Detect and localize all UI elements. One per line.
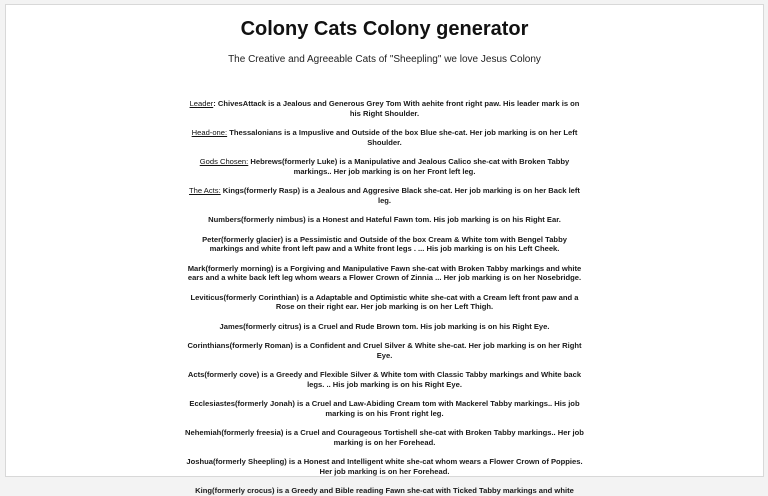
entry-text: Acts(formerly cove) is a Greedy and Flexible Silver & White tom with Classic Tabby markings and White back legs. .. His job marking is on his Right Eye. [187,370,582,389]
list-item [185,457,585,476]
entry-text: James(formerly citrus) is a Cruel and Rude Brown tom. His job marking is on his Right Eye. [219,321,550,331]
list-item [185,293,585,312]
entry-text: Numbers(formerly nimbus) is a Honest and Hateful Fawn tom. His job marking is on his Right Ear. [208,215,561,224]
entry-label: The Acts: [189,186,221,195]
entry-label-suffix: : [213,99,216,108]
list-item [185,428,585,447]
list-item [185,399,585,418]
entry-label: Head-one: [191,128,228,137]
entry-text: Thessalonians is a Impuslive and Outside of the box Blue she-cat. Her job marking is on her Left Shoulder. [227,128,578,147]
cat-entries-list [185,99,585,496]
entry-text: Kings(formerly Rasp) is a Jealous and Aggresive Black she-cat. Her job marking is on her Back left leg. [220,186,580,205]
page-subtitle: The Creative and Agreeable Cats of "Sheepling" we love Jesus Colony [228,54,541,65]
entry-leader [185,99,585,118]
entry-text: Joshua(formerly Sheepling) is a Honest and Intelligent white she-cat whom wears a Flower Crown of Poppies. Her job marking is on her Forehead. [186,457,583,476]
page-title: Colony Cats Colony generator [240,18,529,40]
entry-text: Nehemiah(formerly freesia) is a Cruel and Courageous Tortishell she-cat with Broken Tabby markings.. Her job marking is on her Forehead. [185,428,584,447]
list-item [185,235,585,254]
entry-text: Peter(formerly glacier) is a Pessimistic and Outside of the box Cream & White tom with Bengel Tabby markings and white front left paw and a White front legs . ... His job marking is on his Left Cheek. [202,234,567,253]
entry-label: Leader [189,99,214,108]
entry-gods-chosen [185,157,585,176]
list-item [185,486,585,496]
entry-the-acts [185,186,585,205]
entry-text: Hebrews(formerly Luke) is a Manipulative and Jealous Calico she-cat with Broken Tabby markings.. Her job marking is on her Front left leg. [248,157,570,176]
list-item [185,322,585,332]
entry-head-one [185,128,585,147]
entry-text: Ecclesiastes(formerly Jonah) is a Cruel and Law-Abiding Cream tom with Mackerel Tabby markings.. His job marking is on his Front right leg. [189,399,580,418]
list-item [185,215,585,225]
entry-text: Corinthians(formerly Roman) is a Confident and Cruel Silver & White she-cat. Her job marking is on her Right Eye. [187,341,582,360]
page-container [5,4,764,495]
list-item [185,264,585,283]
list-item [185,341,585,360]
entry-text: King(formerly crocus) is a Greedy and Bible reading Fawn she-cat with Ticked Tabby markings and white [195,486,574,495]
entry-text: Mark(formerly morning) is a Forgiving and Manipulative Fawn she-cat with Broken Tabby markings and white ears and a white back left leg whom wears a Flower Crown of Zinnia ... Her job marking is on her Nosebridge. [187,263,582,282]
entry-text: Leviticus(formerly Corinthian) is a Adaptable and Optimistic white she-cat with a Cream left front paw and a Rose on their right ear. Her job marking is on her Left Thigh. [190,292,579,311]
list-item [185,370,585,389]
entry-label: Gods Chosen: [199,157,249,166]
entry-text: ChivesAttack is a Jealous and Generous Grey Tom With aehite front right paw. His leader mark is on his Right Shoulder. [215,99,580,118]
